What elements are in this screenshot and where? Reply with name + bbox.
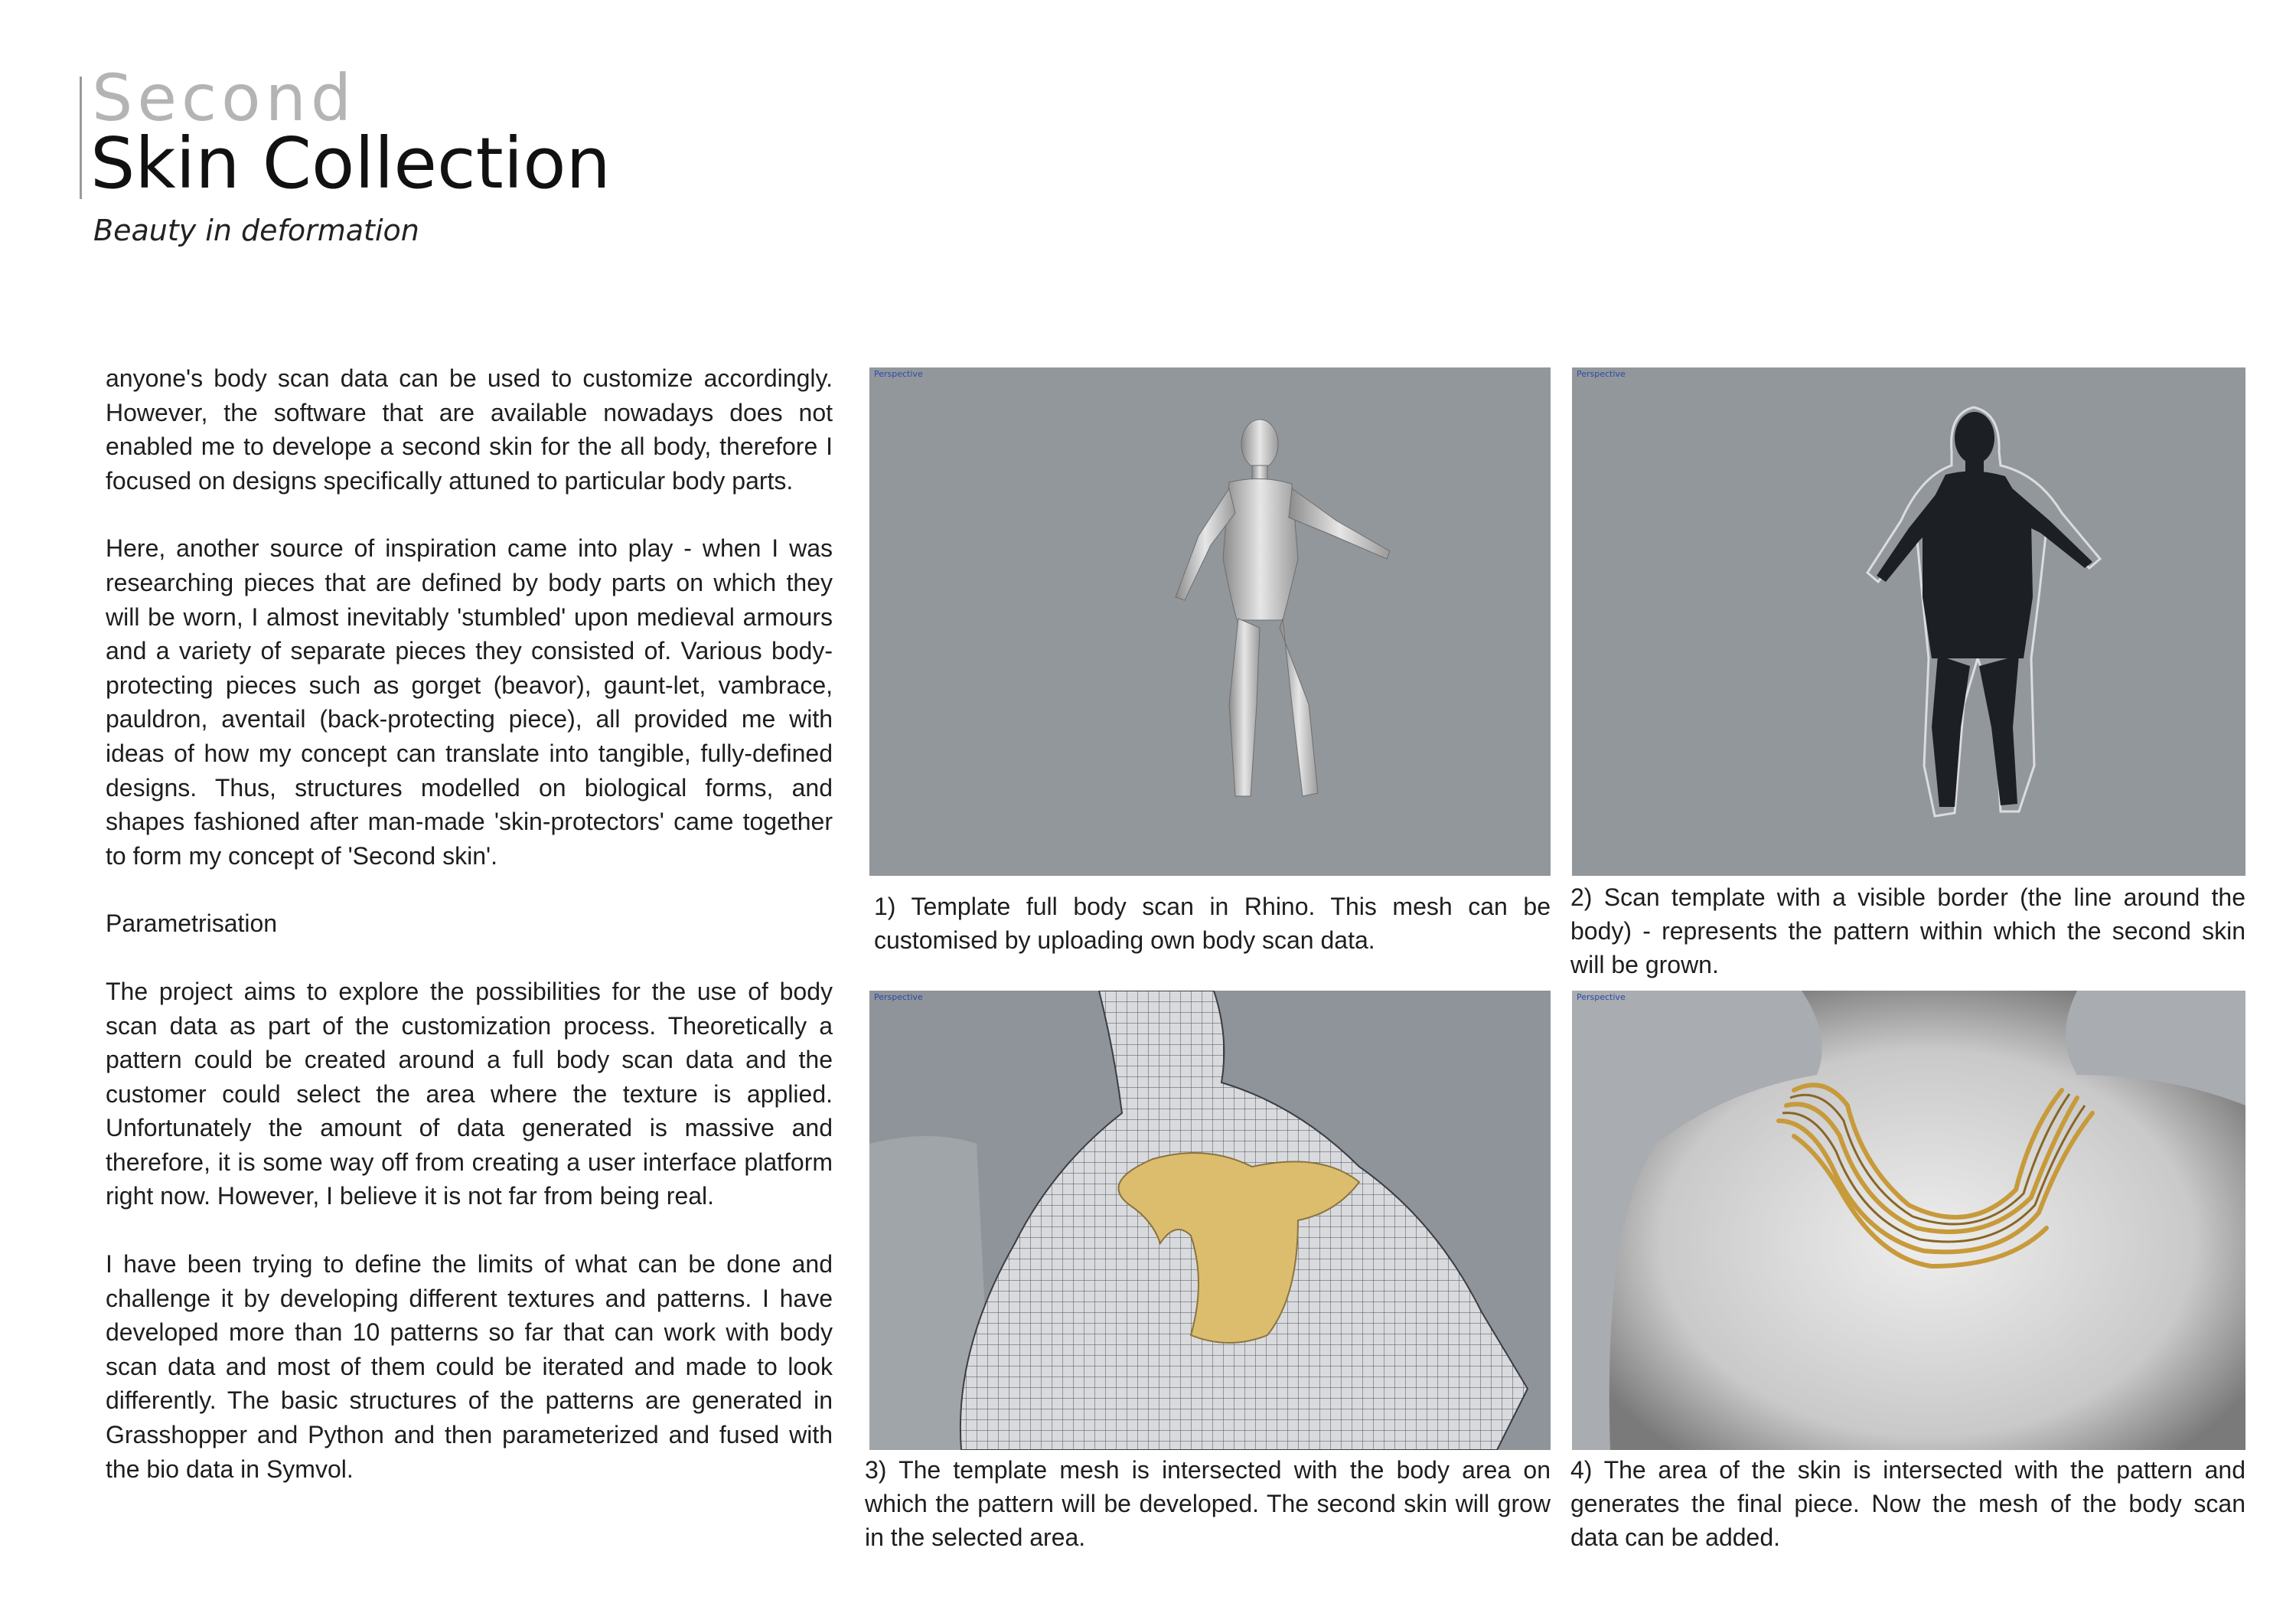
paragraph-project: The project aims to explore the possibilities for the use of body scan data as part of the customization process. Theoretically a pattern could be created around a full body scan data and the customer could select the area where the texture is applied. Unfortunately the amount of data generated is massive and therefore, it is some way off from creating a user interface platform right now. However, I believe it is not far from being real. xyxy=(106,977,833,1210)
paragraph-patterns: I have been trying to define the limits of what can be done and challenge it by developing different textures and patterns. I have developed more than 10 patterns so far that can work with body scan data and most of them could be iterated and made to look differently. The basic structures of the patterns are generated in Grasshopper and Python and then parameterized and fused with the bio data in Symvol. xyxy=(106,1250,833,1483)
page-title: Skin Collection xyxy=(90,122,611,204)
mesh-back-illustration xyxy=(869,991,1551,1450)
figure-1-image xyxy=(869,367,1551,876)
final-piece-illustration xyxy=(1572,991,2245,1450)
viewport-label: Perspective xyxy=(874,992,923,1002)
paragraph-inspiration: Here, another source of inspiration came into play - when I was researching pieces that are defined by body parts on which they will be worn, I almost inevitably 'stumbled' upon medieval armours and a variety of separate pieces they consisted of. Various body-protecting pieces such as gorget (beavor), gaunt-let, vambrace, pauldron, aventail (back-protecting piece), all provided me with ideas of how my concept can translate into tangible, fully-defined designs. Thus, structures modelled on biological forms, and shapes fashioned after man-made 'skin-protectors' came together to form my concept of 'Second skin'. xyxy=(106,534,833,870)
figure-2-image xyxy=(1572,367,2245,876)
figure-2-caption: 2) Scan template with a visible border (the line around the body) - represents the pattern within which the second skin will be grown. xyxy=(1570,883,2245,978)
body-scan-illustration xyxy=(869,367,1551,876)
body-text-column xyxy=(106,361,833,1486)
viewport-label: Perspective xyxy=(1577,369,1626,379)
figure-3-image xyxy=(869,991,1551,1450)
title-rule xyxy=(80,77,82,199)
figure-1-caption: 1) Template full body scan in Rhino. This mesh can be customised by uploading own body scan data. xyxy=(874,893,1551,954)
paragraph-intro: anyone's body scan data can be used to customize accordingly. However, the software that are available nowadays does not enabled me to develope a second skin for the all body, therefore I focused on designs specifically attuned to particular body parts. xyxy=(106,364,833,495)
viewport-label: Perspective xyxy=(874,369,923,379)
figure-4-image xyxy=(1572,991,2245,1450)
section-heading: Parametrisation xyxy=(106,909,278,938)
page-subtitle: Beauty in deformation xyxy=(93,214,419,247)
figure-4-caption: 4) The area of the skin is intersected with the pattern and generates the final piece. Now the mesh of the body scan data can be added. xyxy=(1570,1456,2245,1551)
figure-3-caption: 3) The template mesh is intersected with the body area on which the pattern will be developed. The second skin will grow in the selected area. xyxy=(865,1456,1551,1551)
title-second: Second xyxy=(92,60,357,136)
viewport-label: Perspective xyxy=(1577,992,1626,1002)
silhouette-illustration xyxy=(1572,367,2245,876)
